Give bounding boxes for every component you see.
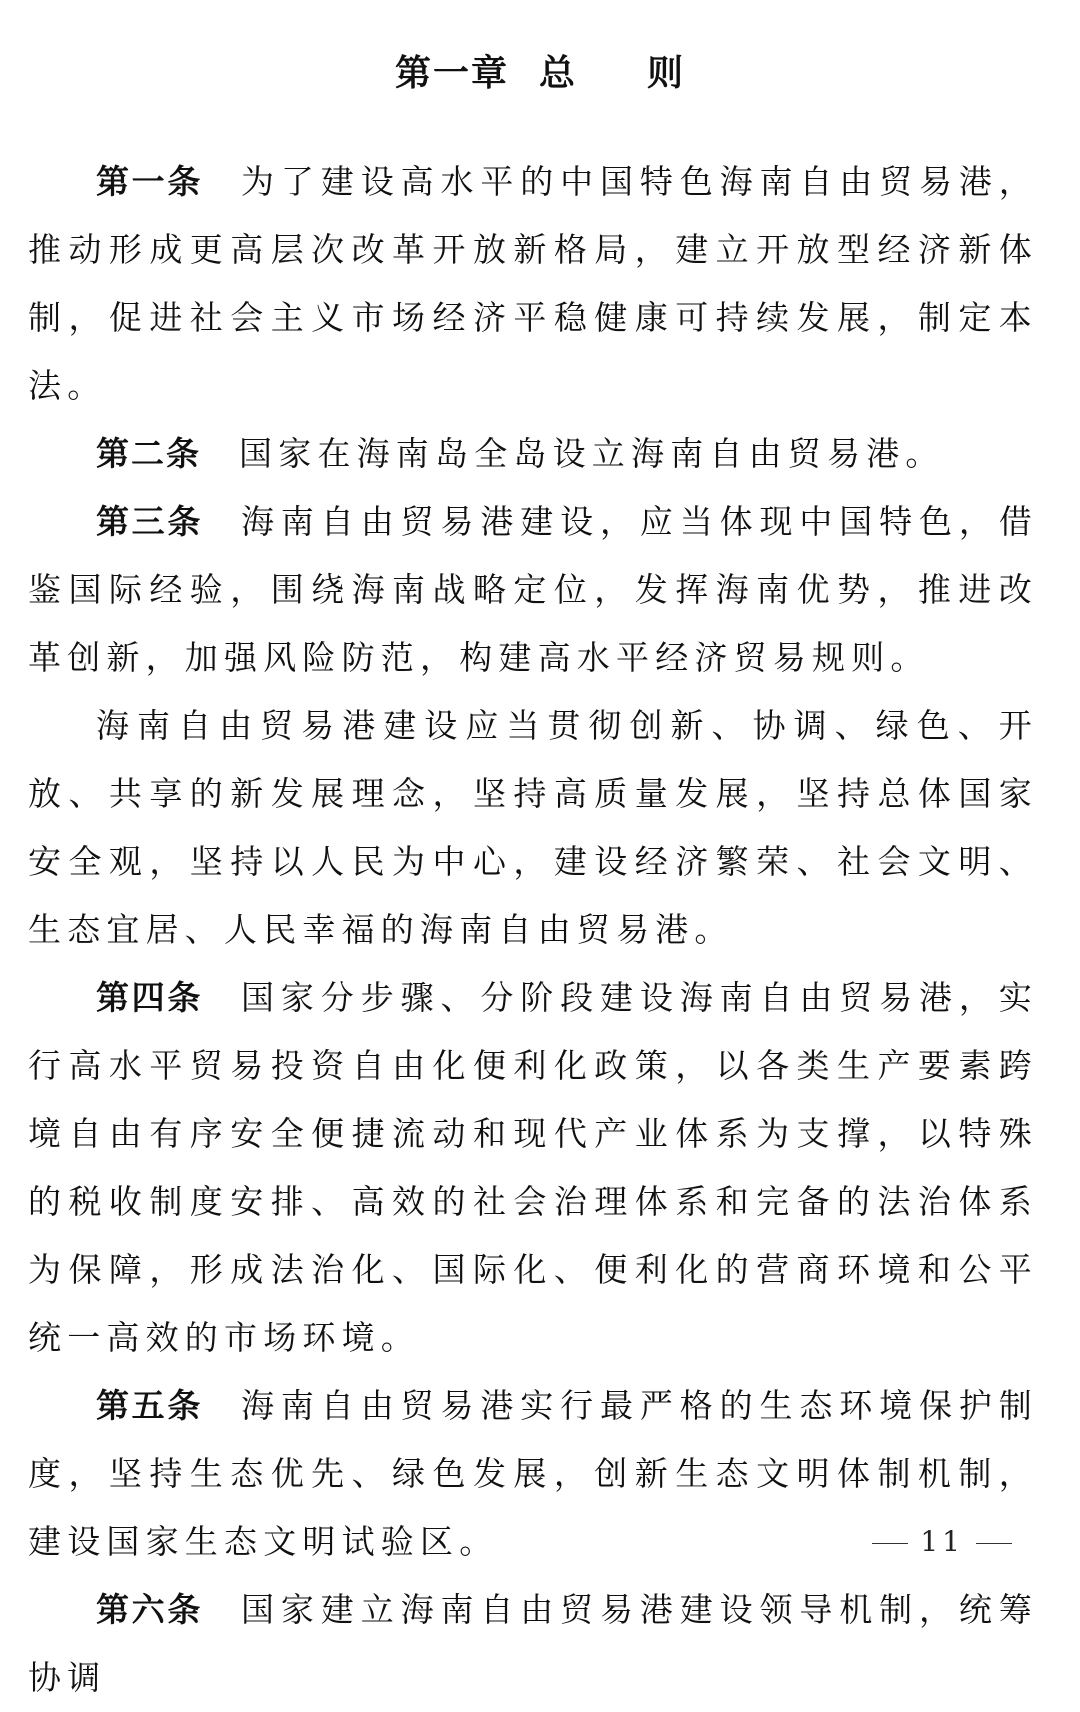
article-number: 第六条 — [96, 1590, 204, 1629]
article-text: 海南自由贸易港建设应当贯彻创新、协调、绿色、开放、共享的新发展理念，坚持高质量发展，坚持总体国家安全观，坚持以人民为中心，建设经济繁荣、社会文明、生态宜居、人民幸福的海南自由贸易港。 — [28, 706, 1038, 949]
article-text: 国家分步骤、分阶段建设海南自由贸易港，实行高水平贸易投资自由化便利化政策，以各类生产要素跨境自由有序安全便捷流动和现代产业体系为支撑，以特殊的税收制度安排、高效的社会治理体系和完备的法治体系为保障，形成法治化、国际化、便利化的营商环境和公平统一高效的市场环境。 — [28, 978, 1039, 1357]
article-text: 为了建设高水平的中国特色海南自由贸易港，推动形成更高层次改革开放新格局，建立开放型经济新体制，促进社会主义市场经济平稳健康可持续发展，制定本法。 — [28, 162, 1039, 405]
page-number — [860, 1522, 1024, 1562]
article-text: 国家在海南岛全岛设立海南自由贸易港。 — [239, 434, 945, 473]
article-number: 第一条 — [96, 162, 204, 201]
chapter-number: 第一章 — [394, 53, 509, 94]
article-number: 第三条 — [96, 502, 204, 541]
page-number-value: 11 — [920, 1525, 964, 1558]
article-4 — [28, 964, 1038, 1372]
article-text: 海南自由贸易港建设，应当体现中国特色，借鉴国际经验，围绕海南战略定位，发挥海南优势，推进改革创新，加强风险防范，构建高水平经济贸易规则。 — [28, 502, 1039, 677]
page-number-dash-left — [872, 1543, 908, 1544]
article-3 — [28, 488, 1038, 692]
article-number: 第四条 — [96, 978, 204, 1017]
article-2 — [28, 420, 1038, 488]
chapter-title-word-1: 总 — [538, 53, 577, 94]
chapter-title-word-2: 则 — [647, 53, 686, 94]
article-body — [28, 148, 1038, 1712]
article-number: 第二条 — [96, 434, 201, 473]
article-1 — [28, 148, 1038, 420]
article-text: 海南自由贸易港实行最严格的生态环境保护制度，坚持生态优先、绿色发展，创新生态文明体制机制，建设国家生态文明试验区。 — [28, 1386, 1039, 1561]
article-text: 国家建立海南自由贸易港建设领导机制，统筹协调 — [28, 1590, 1039, 1697]
page-number-dash-right — [976, 1543, 1012, 1544]
article-3-paragraph-2 — [28, 692, 1038, 964]
article-6 — [28, 1576, 1038, 1712]
article-number: 第五条 — [96, 1386, 204, 1425]
chapter-title — [0, 48, 1080, 100]
